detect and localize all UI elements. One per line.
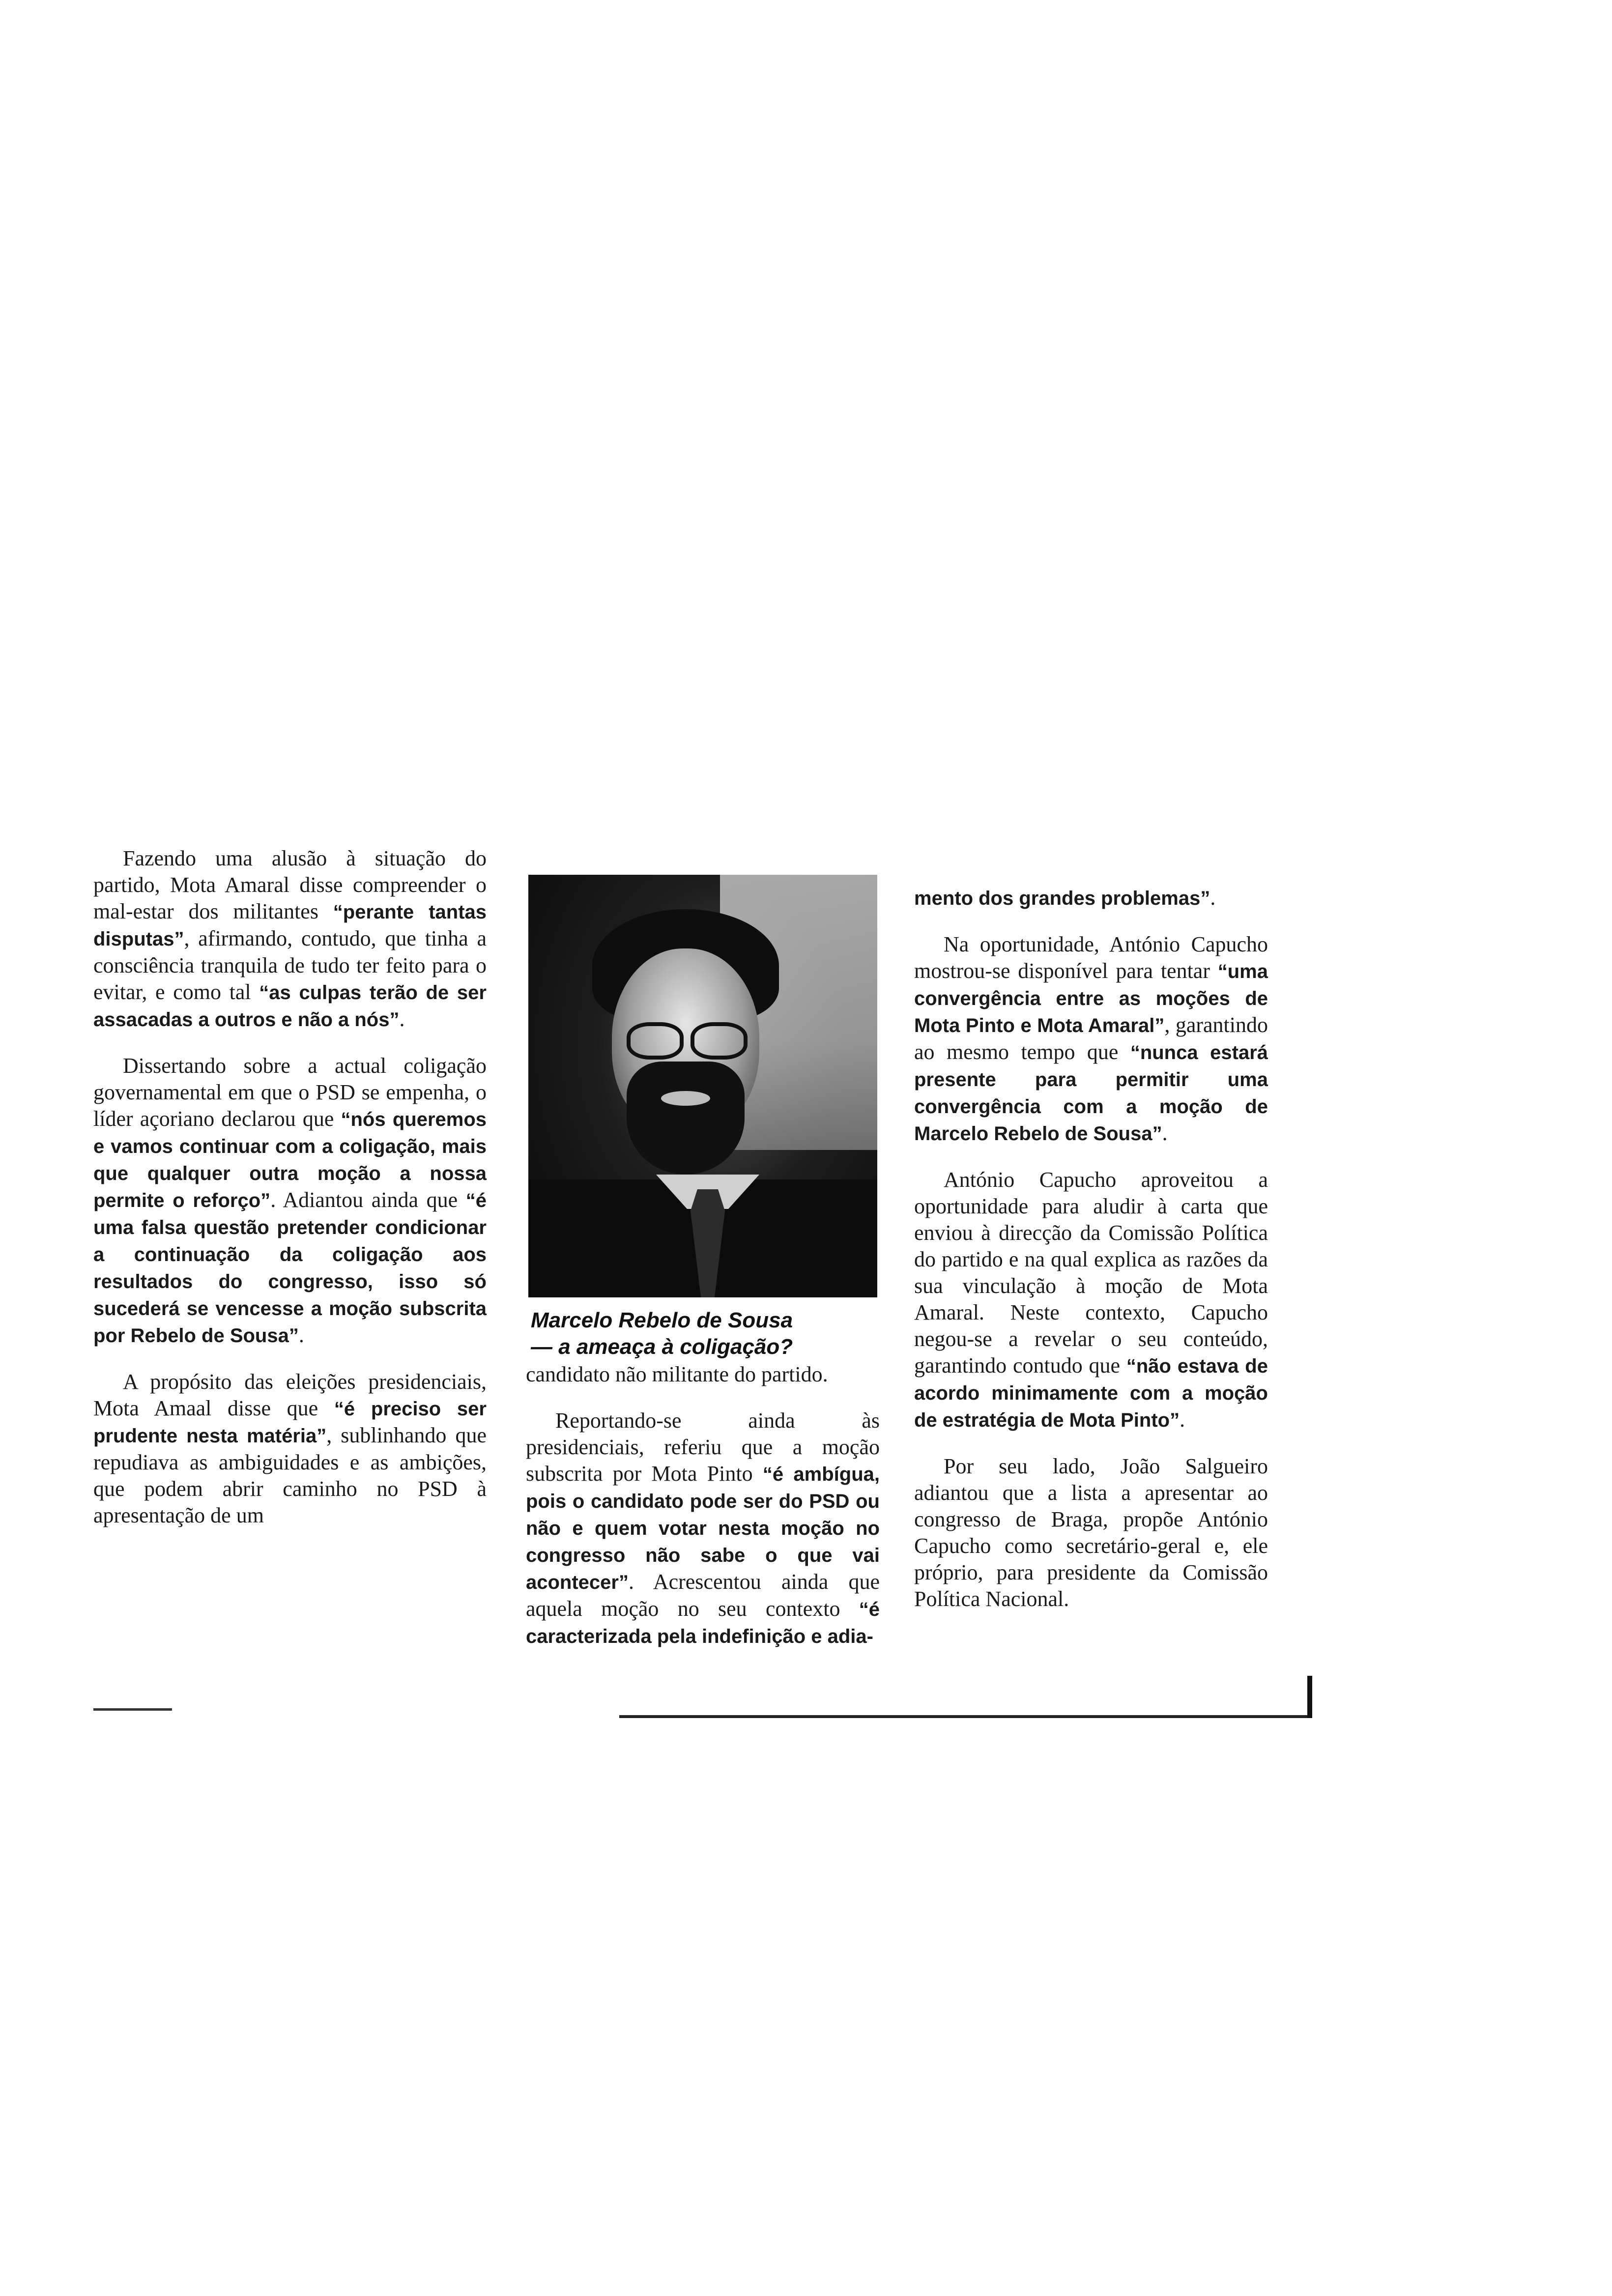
photo-glasses-right	[691, 1022, 748, 1060]
paragraph	[914, 1167, 1268, 1434]
paragraph	[914, 885, 1268, 912]
photo-glasses-left	[627, 1022, 684, 1060]
quote-bold: “nunca estará presente para permitir uma convergência com a moção de Marcelo Rebelo de Sousa”	[914, 1042, 1268, 1145]
paragraph	[93, 845, 487, 1033]
paragraph: candidato não militante do partido.	[526, 1362, 828, 1386]
text-run: , garantindo ao mesmo tempo que	[914, 1013, 1268, 1064]
portrait-photo	[528, 875, 877, 1297]
text-run: . Adiantou ainda que	[270, 1188, 466, 1212]
paragraph: Por seu lado, João Salgueiro adiantou que a lista a apresentar ao congresso de Braga, propõe António Capucho como secretário-geral e, ele próprio, para presidente da Comissão Política Nacional.	[914, 1454, 1268, 1611]
text-run: A propósito das eleições presidenciais, Mota Amaal disse que	[93, 1370, 487, 1420]
quote-bold: “nós queremos e vamos continuar com a coligação, mais que qualquer outra moção a nossa permite o reforço”	[93, 1109, 487, 1211]
quote-bold: “não estava de acordo minimamente com a moção de estratégia de Mota Pinto”	[914, 1355, 1268, 1431]
divider-rule	[93, 1708, 172, 1711]
text-run: .	[1180, 1407, 1185, 1432]
text-run: António Capucho aproveitou a oportunidade para aludir à carta que enviou à direcção da Comissão Política do partido e na qual explica as razões da sua vinculação à moção de Mota Amaral. Neste contexto, Capucho negou-se a revelar o seu conteúdo, garantindo contudo que	[914, 1168, 1268, 1378]
quote-bold: “é caracterizada pela indefinição e adia-	[526, 1599, 880, 1647]
photo-beard	[627, 1062, 745, 1175]
article-column-left	[93, 845, 487, 1549]
quote-bold: mento dos grandes problemas”	[914, 888, 1210, 909]
text-run: Na oportunidade, António Capucho mostrou-se disponível para tentar	[914, 932, 1268, 983]
photo-caption	[531, 1307, 885, 1360]
quote-bold: “é ambígua, pois o candidato pode ser do PSD ou não e quem votar nesta moção no congresso não sabe o que vai acontecer”	[526, 1464, 880, 1593]
paragraph	[914, 931, 1268, 1147]
article-column-middle	[526, 1361, 880, 1669]
text-run: Dissertando sobre a actual coligação governamental em que o PSD se empenha, o líder açoriano declarou que	[93, 1054, 487, 1131]
text-run: Reportando-se ainda às presidenciais, referiu que a moção subscrita por Mota Pinto	[526, 1408, 880, 1486]
paragraph	[93, 1053, 487, 1349]
text-run: .	[298, 1323, 304, 1347]
text-run: , sublinhando que repudiava as ambiguidades e as ambições, que podem abrir caminho no PSD à apresentação de um	[93, 1423, 487, 1527]
text-run: .	[399, 1007, 405, 1031]
quote-bold: “é uma falsa questão pretender condicionar a continuação da coligação aos resultados do congresso, isso só sucederá se vencesse a moção subscrita por Rebelo de Sousa”	[93, 1190, 487, 1347]
text-run: .	[1162, 1121, 1168, 1145]
divider-rule	[619, 1715, 1307, 1718]
text-run: , afirmando, contudo, que tinha a consciência tranquila de tudo ter feito para o evitar, e como tal	[93, 926, 487, 1004]
quote-bold: “as culpas terão de ser assacadas a outros e não a nós”	[93, 982, 487, 1031]
text-run: .	[1210, 886, 1216, 910]
end-bracket	[1307, 1676, 1312, 1718]
quote-bold: “uma convergência entre as moções de Mota Pinto e Mota Amaral”	[914, 961, 1268, 1036]
caption-line: Marcelo Rebelo de Sousa	[531, 1308, 793, 1332]
paragraph	[526, 1407, 880, 1650]
quote-bold: “é preciso ser prudente nesta matéria”	[93, 1398, 487, 1447]
article-column-right	[914, 885, 1268, 1632]
text-run: . Acrescentou ainda que aquela moção no seu contexto	[526, 1570, 880, 1621]
text-run: Fazendo uma alusão à situação do partido, Mota Amaral disse compreender o mal-estar dos militantes	[93, 846, 487, 923]
caption-line: — a ameaça à coligação?	[531, 1335, 793, 1359]
photo-mouth	[661, 1091, 710, 1106]
quote-bold: “perante tantas disputas”	[93, 901, 487, 950]
paragraph	[93, 1369, 487, 1529]
